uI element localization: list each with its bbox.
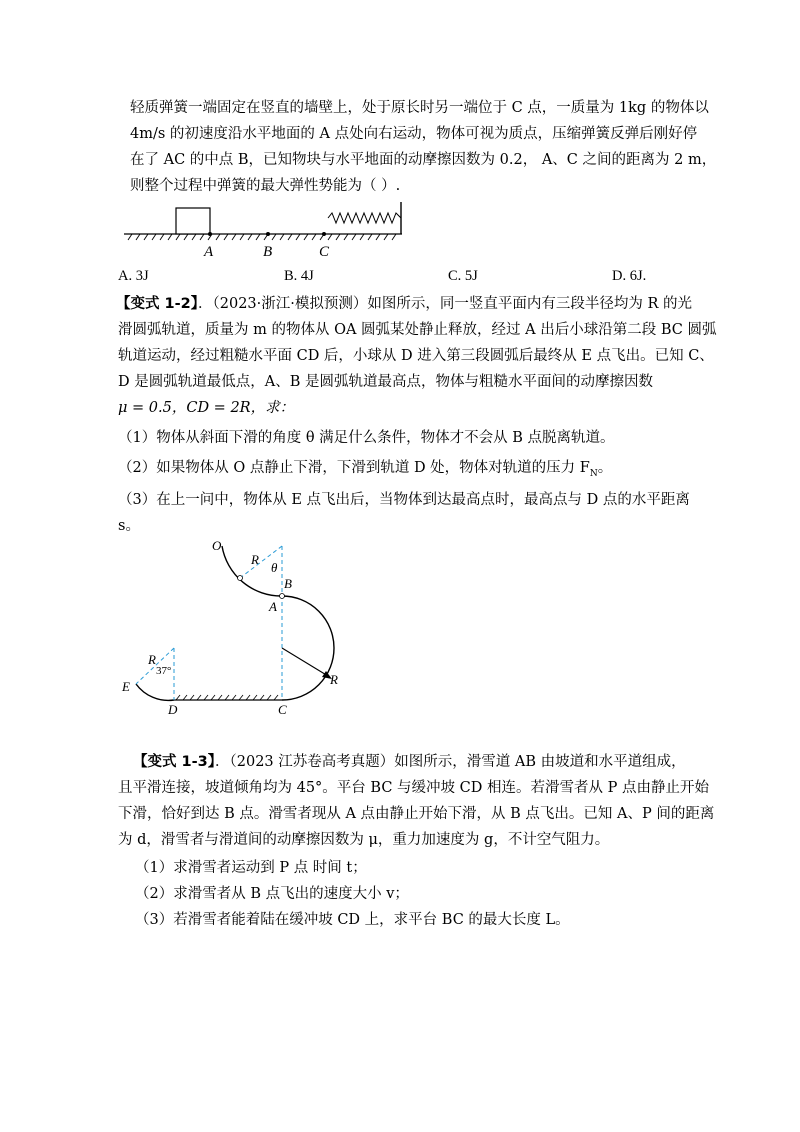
q2-label-d: D [168, 702, 178, 717]
q2-label-b: B [284, 576, 292, 591]
q2-label-o: O [212, 538, 222, 553]
q2-force-suffix: 。 [597, 460, 613, 476]
q1-line-1: 轻质弹簧一端固定在竖直的墙壁上，处于原长时另一端位于 C 点，一质量为 1kg 的物体以 [130, 100, 709, 116]
q2-label-c: C [278, 702, 287, 717]
q2-force-subscript: N [589, 468, 598, 479]
q3-line-1-text: ．（2023 江苏卷高考真题）如图所示，滑雪道 AB 由坡道和水平道组成， [215, 754, 686, 770]
q2-label-r2: R [148, 652, 156, 667]
q2-label-37: 37° [156, 665, 172, 677]
q2-title: 【变式 1-2】 [116, 296, 198, 312]
q1-label-b: B [263, 244, 273, 260]
q1-label-c: C [319, 244, 330, 260]
q3-subq-3: （3）若滑雪者能着陆在缓冲坡 CD 上，求平台 BC 的最大长度 L。 [135, 912, 570, 928]
q1-option-d: D. 6J. [612, 268, 647, 284]
q2-line-5: μ = 0.5，CD = 2R，求： [118, 400, 295, 416]
q1-line-2: 4m/s 的初速度沿水平地面的 A 点处向右运动，物体可视为质点，压缩弹簧反弹后刚好停 [130, 126, 698, 142]
q3-subq-1: （1）求滑雪者运动到 P 点 时间 t； [135, 860, 367, 876]
q1-label-a: A [204, 244, 214, 260]
q2-subq-2 [118, 458, 612, 484]
q1-option-a: A. 3J [118, 268, 149, 284]
q2-subq-2-text: （2）如果物体从 O 点静止下滑，下滑到轨道 D 处，物体对轨道的压力 F [118, 460, 590, 476]
q3-title: 【变式 1-3】 [133, 754, 215, 770]
q1-line-3: 在了 AC 的中点 B，已知物块与水平地面的动摩擦因数为 0.2， A、C 之间的距离为 2 m， [130, 152, 717, 168]
q2-line-1-text: ．（2023·浙江·模拟预测）如图所示，同一竖直平面内有三段半径均为 R 的光 [198, 296, 693, 312]
q1-option-b: B. 4J [284, 268, 314, 284]
q1-line-4: 则整个过程中弹簧的最大弹性势能为（ ）. [130, 178, 401, 194]
q2-track-figure [110, 536, 360, 718]
q2-label-r1: R [251, 552, 259, 567]
q3-line-4: 为 d，滑雪者与滑道间的动摩擦因数为 μ，重力加速度为 g，不计空气阻力。 [118, 832, 610, 848]
q2-subq-3-cont: s。 [118, 518, 140, 534]
q1-option-c: C. 5J [448, 268, 478, 284]
q3-line-1 [133, 752, 686, 772]
q3-line-3: 下滑，恰好到达 B 点。滑雪者现从 A 点由静止开始下滑，从 B 点飞出。已知 A、P 间的距离 [118, 806, 715, 822]
q1-spring-figure [120, 200, 410, 262]
q2-label-e: E [122, 679, 130, 694]
q3-subq-2: （2）求滑雪者从 B 点飞出的速度大小 v； [135, 886, 409, 902]
q2-line-3: 轨道运动，经过粗糙水平面 CD 后，小球从 D 进入第三段圆弧后最终从 E 点飞出。已知 C、 [118, 348, 714, 364]
q2-line-1 [116, 294, 692, 314]
q2-line-2: 滑圆弧轨道，质量为 m 的物体从 OA 圆弧某处静止释放，经过 A 出后小球沿第二段 BC 圆弧 [118, 322, 717, 338]
q2-subq-3: （3）在上一问中，物体从 E 点飞出后，当物体到达最高点时，最高点与 D 点的水平距离 [118, 492, 690, 508]
q3-line-2: 且平滑连接，坡道倾角均为 45°。平台 BC 与缓冲坡 CD 相连。若滑雪者从 P 点由静止开始 [118, 780, 709, 796]
q2-label-a: A [269, 599, 277, 614]
q2-label-r3: R [330, 672, 338, 687]
q2-line-4: D 是圆弧轨道最低点，A、B 是圆弧轨道最高点，物体与粗糙水平面间的动摩擦因数 [118, 374, 653, 390]
q2-subq-1: （1）物体从斜面下滑的角度 θ 满足什么条件，物体才不会从 B 点脱离轨道。 [118, 430, 615, 446]
q2-label-theta: θ [271, 560, 278, 575]
